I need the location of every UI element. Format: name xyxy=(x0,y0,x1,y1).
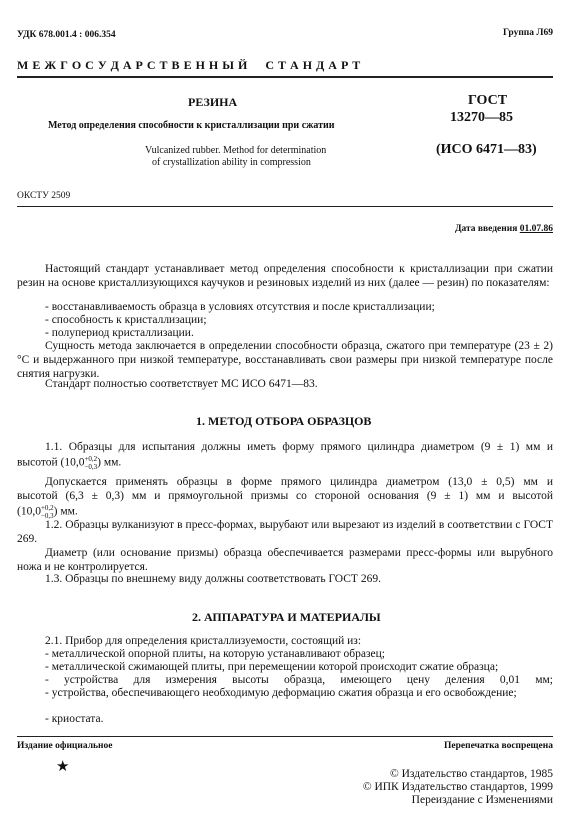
section2-heading: 2. АППАРАТУРА И МАТЕРИАЛЫ xyxy=(192,610,381,624)
tolerance-upper: +0,2 xyxy=(84,455,98,463)
intro-item-3: - полупериод кристаллизации. xyxy=(45,327,194,339)
star-icon: ★ xyxy=(56,759,70,775)
clause-1-1-alt-units: ) мм. xyxy=(53,505,78,518)
method-essence-paragraph: Сущность метода заключается в определении способности образца, сжатого при температуре (23 ± 2) °С и выдержанного при низкой температуре, восстанавливать свои размеры при низкой температуре после снятия нагрузки. xyxy=(17,340,553,380)
iso-conformity-paragraph: Стандарт полностью соответствует МС ИСО 6471—83. xyxy=(45,378,318,390)
clause-1-1-alt-line2: высотой (6,3 ± 0,3) мм и прямоугольной призмы со стороной основания (9 ± 1) мм и высотой xyxy=(17,490,553,502)
apparatus-item-5: - криостата. xyxy=(45,713,104,725)
intro-date xyxy=(455,224,553,234)
tolerance-lower-2: −0,3 xyxy=(40,512,54,520)
doc-subtitle-ru: Метод определения способности к кристаллизации при сжатии xyxy=(48,120,335,131)
clause-1-1-units: ) мм. xyxy=(97,456,122,469)
tolerance-lower: −0,3 xyxy=(84,463,98,471)
intro-date-label: Дата введения xyxy=(454,224,518,234)
interstate-standard-banner: М Е Ж Г О С У Д А Р С Т В Е Н Н Ы Й С Т А Н Д А Р Т xyxy=(17,58,361,72)
section1-heading: 1. МЕТОД ОТБОРА ОБРАЗЦОВ xyxy=(196,414,372,428)
header-rule xyxy=(17,76,553,78)
clause-1-1-line2 xyxy=(17,455,121,471)
intro-item-1: - восстанавливаемость образца в условиях отсутствия и после кристаллизации; xyxy=(45,301,435,313)
footer-rule xyxy=(17,736,553,737)
tolerance-fraction xyxy=(84,455,97,471)
apparatus-item-4: - устройства, обеспечивающего необходимую деформацию сжатия образца и его освобождение; xyxy=(45,687,517,699)
udk-code: УДК 678.001.4 : 006.354 xyxy=(17,30,116,40)
doc-title: РЕЗИНА xyxy=(188,95,238,109)
copyright-1999: © ИПК Издательство стандартов, 1999 xyxy=(362,781,553,793)
intro-date-value: 01.07.86 xyxy=(519,224,553,234)
clause-1-1-alt-line1: Допускается применять образцы в форме прямого цилиндра диаметром (13,0 ± 0,5) мм и xyxy=(45,476,553,488)
reissue-note: Переиздание с Изменениями xyxy=(411,794,553,806)
clause-1-1-height-text: высотой (10,0 xyxy=(17,456,85,469)
gost-number: 13270—85 xyxy=(450,110,513,125)
okstu-code: ОКСТУ 2509 xyxy=(17,191,71,201)
intro-paragraph: Настоящий стандарт устанавливает метод определения способности к кристаллизации при сжатии резин на основе кристаллизующихся каучуков и резиновых изделий из них (далее — резин) по показателям: xyxy=(17,263,553,289)
title-rule xyxy=(17,206,553,207)
clause-1-2: 1.2. Образцы вулканизуют в пресс-формах, вырубают или вырезают из изделий в соответствии с ГОСТ 269. xyxy=(17,519,553,545)
clause-1-1-alt-height-text: (10,0 xyxy=(17,505,41,518)
official-edition: Издание официальное xyxy=(17,741,113,751)
doc-subtitle-en-line1: Vulcanized rubber. Method for determination xyxy=(145,145,327,156)
doc-subtitle-en-line2: of crystallization ability in compression xyxy=(152,157,311,168)
clause-1-1-line1: 1.1. Образцы для испытания должны иметь форму прямого цилиндра диаметром (9 ± 1) мм и xyxy=(45,441,553,453)
apparatus-item-3: - устройства для измерения высоты образца, имеющего цену деления 0,01 мм; xyxy=(45,674,553,686)
intro-item-2: - способность к кристаллизации; xyxy=(45,314,207,326)
apparatus-item-2: - металлической сжимающей плиты, при перемещении которой происходит сжатие образца; xyxy=(45,661,499,673)
group-code: Группа Л69 xyxy=(502,28,553,38)
apparatus-item-1: - металлической опорной плиты, на которую устанавливают образец; xyxy=(45,648,385,660)
tolerance-upper-2: +0,2 xyxy=(40,504,54,512)
reprint-prohibited: Перепечатка воспрещена xyxy=(443,741,553,751)
copyright-1985: © Издательство стандартов, 1985 xyxy=(389,768,553,780)
clause-1-2-diameter: Диаметр (или основание призмы) образца обеспечивается размерами пресс-формы или вырубного ножа и не контролируется. xyxy=(17,547,553,573)
iso-number: (ИСО 6471—83) xyxy=(436,142,537,157)
clause-1-3: 1.3. Образцы по внешнему виду должны соответствовать ГОСТ 269. xyxy=(45,573,381,585)
gost-label: ГОСТ xyxy=(468,93,508,108)
clause-2-1: 2.1. Прибор для определения кристаллизуемости, состоящий из: xyxy=(45,635,362,647)
